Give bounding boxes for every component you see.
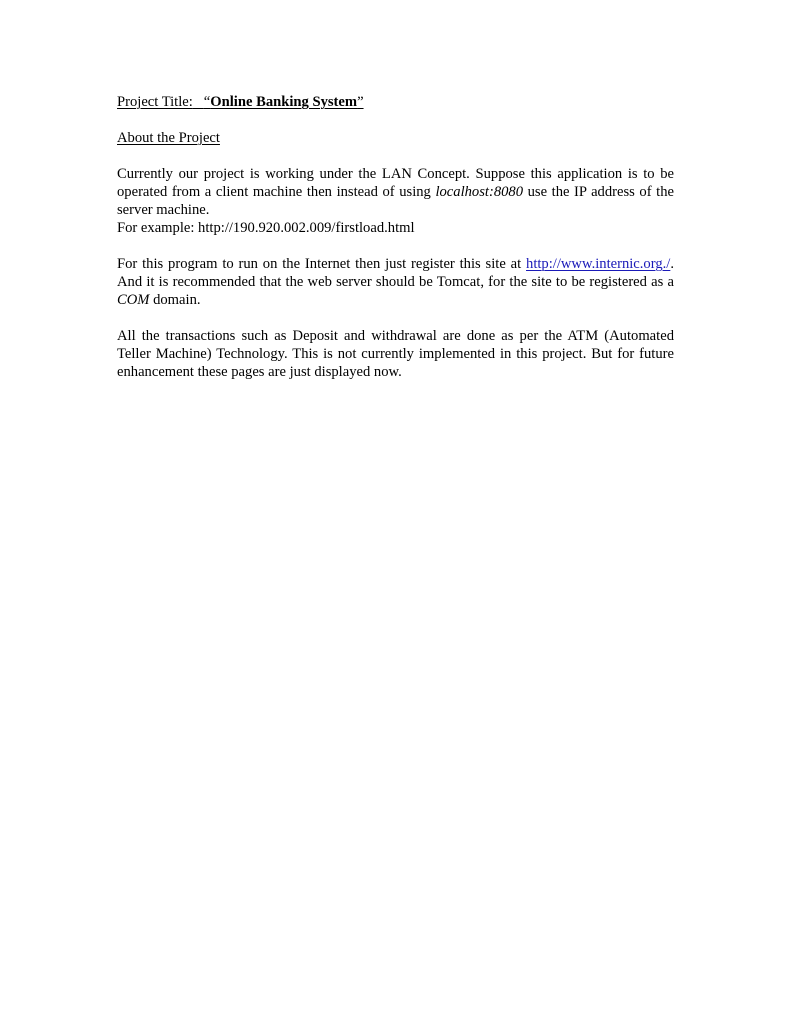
project-title-label: Project Title: [117, 94, 193, 110]
lan-concept-text [117, 165, 674, 219]
com-italic: COM [117, 292, 150, 308]
about-heading: About the Project [117, 130, 220, 146]
internet-text-b: . And it is recommended that the web server should be Tomcat, for the site to be registered as a [117, 256, 674, 290]
example-url-line: For example: http://190.920.002.009/firstload.html [117, 220, 415, 236]
internet-text-a: For this program to run on the Internet then just register this site at [117, 256, 527, 272]
document-page [117, 93, 674, 381]
title-open-quote: “ [203, 94, 211, 110]
title-close-quote: ” [357, 94, 364, 110]
project-title-line [117, 93, 674, 111]
lan-text-b: use the IP address of the server machine. [117, 184, 674, 218]
paragraph-lan-concept [117, 165, 674, 237]
project-title-value: Online Banking System [210, 94, 358, 110]
paragraph-internet [117, 255, 674, 309]
localhost-italic: localhost:8080 [435, 184, 524, 200]
internic-link[interactable]: http://www.internic.org./ [526, 256, 671, 272]
lan-text-a: Currently our project is working under the LAN Concept. Suppose this application is to be operated from a client machine then instead of using [117, 166, 674, 200]
paragraph-atm: All the transactions such as Deposit and withdrawal are done as per the ATM (Automated Teller Machine) Technology. This is not currently implemented in this project. But for future enhancement these pages are just displayed now. [117, 328, 674, 380]
internet-text-c: domain. [149, 292, 201, 308]
